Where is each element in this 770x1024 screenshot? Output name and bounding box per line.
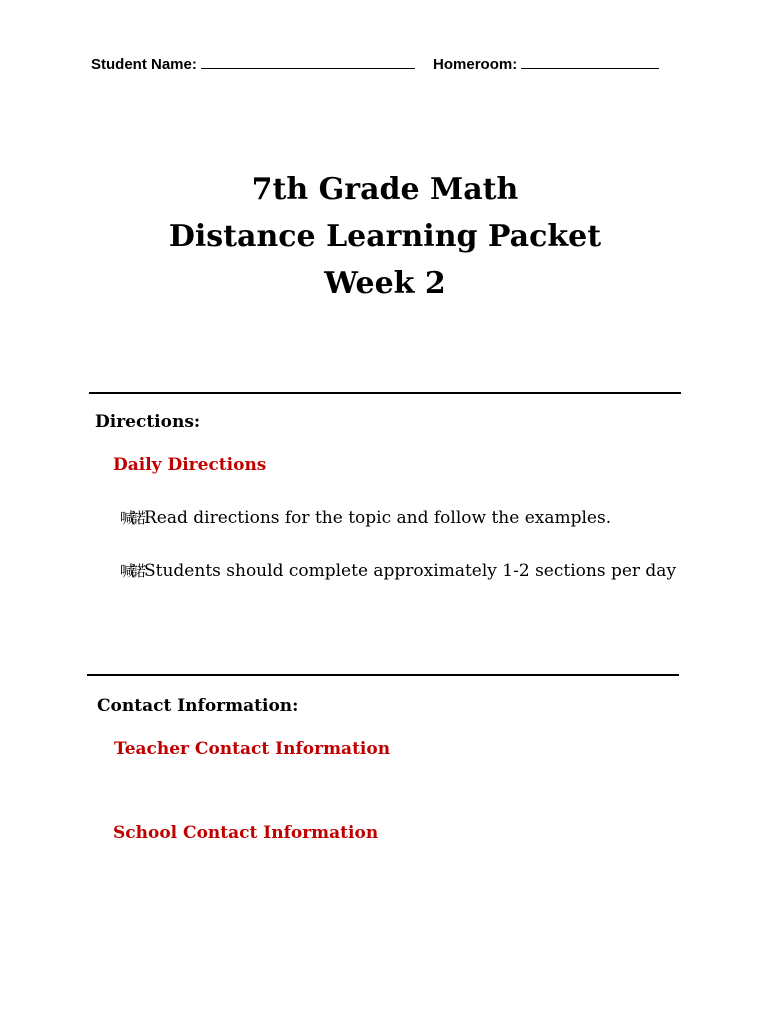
page-title xyxy=(0,166,770,307)
bullet-glyph: 喊諾 xyxy=(120,509,143,527)
title-line-week: Week 2 xyxy=(324,266,446,301)
daily-directions-heading: Daily Directions xyxy=(113,455,267,475)
bullet-text: Students should complete approximately 1-2 sections per day xyxy=(144,561,677,581)
directions-heading: Directions: xyxy=(95,412,201,432)
student-header xyxy=(91,54,681,73)
title-line-grade: 7th Grade Math xyxy=(251,172,519,207)
student-name-blank[interactable] xyxy=(201,54,415,69)
list-item xyxy=(120,507,611,528)
bullet-glyph: 喊諾 xyxy=(120,562,143,580)
divider-contact xyxy=(87,674,679,676)
school-contact-heading: School Contact Information xyxy=(113,823,379,843)
homeroom-blank[interactable] xyxy=(521,54,659,69)
homeroom-group xyxy=(433,54,659,73)
divider-directions xyxy=(89,392,681,394)
title-line-packet: Distance Learning Packet xyxy=(168,219,602,254)
homeroom-label: Homeroom: xyxy=(433,56,518,73)
contact-heading: Contact Information: xyxy=(97,696,299,716)
teacher-contact-heading: Teacher Contact Information xyxy=(114,739,391,759)
student-name-label: Student Name: xyxy=(91,56,197,73)
bullet-text: Read directions for the topic and follow the examples. xyxy=(144,508,612,528)
list-item xyxy=(120,560,676,581)
